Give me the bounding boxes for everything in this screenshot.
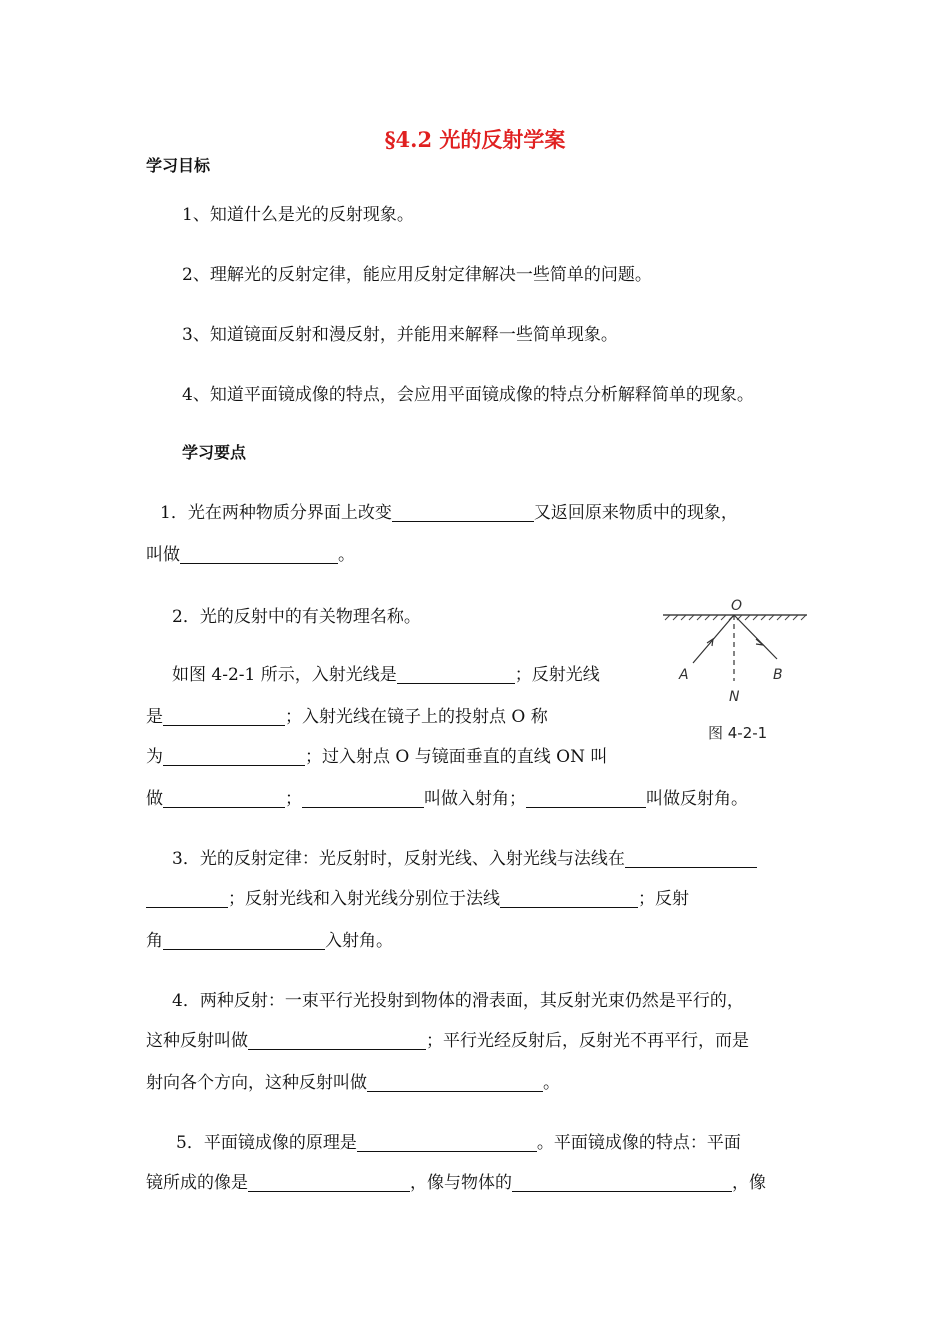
q5-blank-principle[interactable] [357,1133,537,1152]
q2-text: ；反射光线 [514,665,600,685]
q2-line3 [146,742,607,767]
q3-text: ；反射 [638,889,689,909]
q5-blank-size[interactable] [512,1173,732,1192]
q2-text: ；过入射点 O 与镜面垂直的直线 ON 叫 [305,747,608,767]
q5-text: 。平面镜成像的特点：平面 [536,1133,741,1153]
q5-line1 [176,1128,741,1153]
q1-blank-1[interactable] [392,503,534,522]
q1-text-b: 又返回原来物质中的现象， [533,503,738,523]
q5-text: 镜所成的像是 [146,1173,248,1193]
q2-blank-incident-point[interactable] [163,747,305,766]
label-a: A [679,667,689,683]
q3-blank-2[interactable] [500,889,638,908]
label-b: B [773,667,783,683]
objectives-heading: 学习目标 [146,156,211,175]
q2-blank-reflected-ray[interactable] [163,707,285,726]
reflected-ray [734,615,777,659]
q2-line1 [172,660,600,685]
q3-line2 [146,884,689,909]
page-title: §4.2 光的反射学案 [384,127,566,152]
q3-line1 [172,844,757,869]
objective-item: 4、知道平面镜成像的特点，会应用平面镜成像的特点分析解释简单的现象。 [182,385,754,405]
q2-text: 为 [146,747,163,767]
q4-text: ；平行光经反射后，反射光不再平行，而是 [426,1031,749,1051]
q2-blank-incident-ray[interactable] [397,665,515,684]
q2-blank-normal[interactable] [163,789,285,808]
q3-blank-1-cont[interactable] [146,889,228,908]
q4-blank-specular[interactable] [248,1031,426,1050]
q3-text: ；反射光线和入射光线分别位于法线 [228,889,500,909]
points-heading: 学习要点 [182,443,247,462]
q2-line4 [146,784,748,809]
q3-blank-3[interactable] [163,931,325,950]
q2-blank-reflection-angle[interactable] [526,789,646,808]
q2-text: 是 [146,707,163,727]
q1-text-a: 1．光在两种物质分界面上改变 [160,503,392,523]
q4-line2 [146,1026,749,1051]
q4-text: 这种反射叫做 [146,1031,248,1051]
q2-intro: 2．光的反射中的有关物理名称。 [172,607,421,627]
q1-text-d: 。 [338,545,355,565]
q3-text: 3．光的反射定律：光反射时，反射光线、入射光线与法线在 [172,849,625,869]
q5-blank-image-type[interactable] [248,1173,410,1192]
q2-text: 叫做入射角； [424,789,526,809]
q3-text: 入射角。 [325,931,393,951]
q1-blank-2[interactable] [180,545,338,564]
q3-blank-1[interactable] [625,849,757,868]
objective-item: 2、理解光的反射定律，能应用反射定律解决一些简单的问题。 [182,265,652,285]
q2-text: 叫做反射角。 [646,789,748,809]
objective-item: 3、知道镜面反射和漫反射，并能用来解释一些简单现象。 [182,325,618,345]
q3-line3 [146,926,393,951]
q1-line1 [160,498,738,523]
q2-line2 [146,702,548,727]
q2-text: ； [285,789,302,809]
figure-caption: 图 4-2-1 [708,724,768,742]
q2-text: 如图 4-2-1 所示，入射光线是 [172,665,397,685]
q4-text: 射向各个方向，这种反射叫做 [146,1073,367,1093]
q5-text: 5．平面镜成像的原理是 [176,1133,357,1153]
label-o: O [731,598,743,614]
q4-line3 [146,1068,560,1093]
q2-blank-incidence-angle[interactable] [302,789,424,808]
q5-text: ，像与物体的 [410,1173,512,1193]
q4-line1: 4．两种反射：一束平行光投射到物体的滑表面，其反射光束仍然是平行的， [172,991,744,1011]
q4-blank-diffuse[interactable] [367,1073,543,1092]
q1-text-c: 叫做 [146,545,180,565]
q3-text: 角 [146,931,163,951]
label-n: N [729,689,740,705]
q5-text: ，像 [732,1173,766,1193]
q2-text: ；入射光线在镜子上的投射点 O 称 [285,707,548,727]
q1-line2 [146,540,355,565]
objective-item: 1、知道什么是光的反射现象。 [182,205,414,225]
q5-line2 [146,1168,766,1193]
q4-text: 。 [543,1073,560,1093]
q2-text: 做 [146,789,163,809]
